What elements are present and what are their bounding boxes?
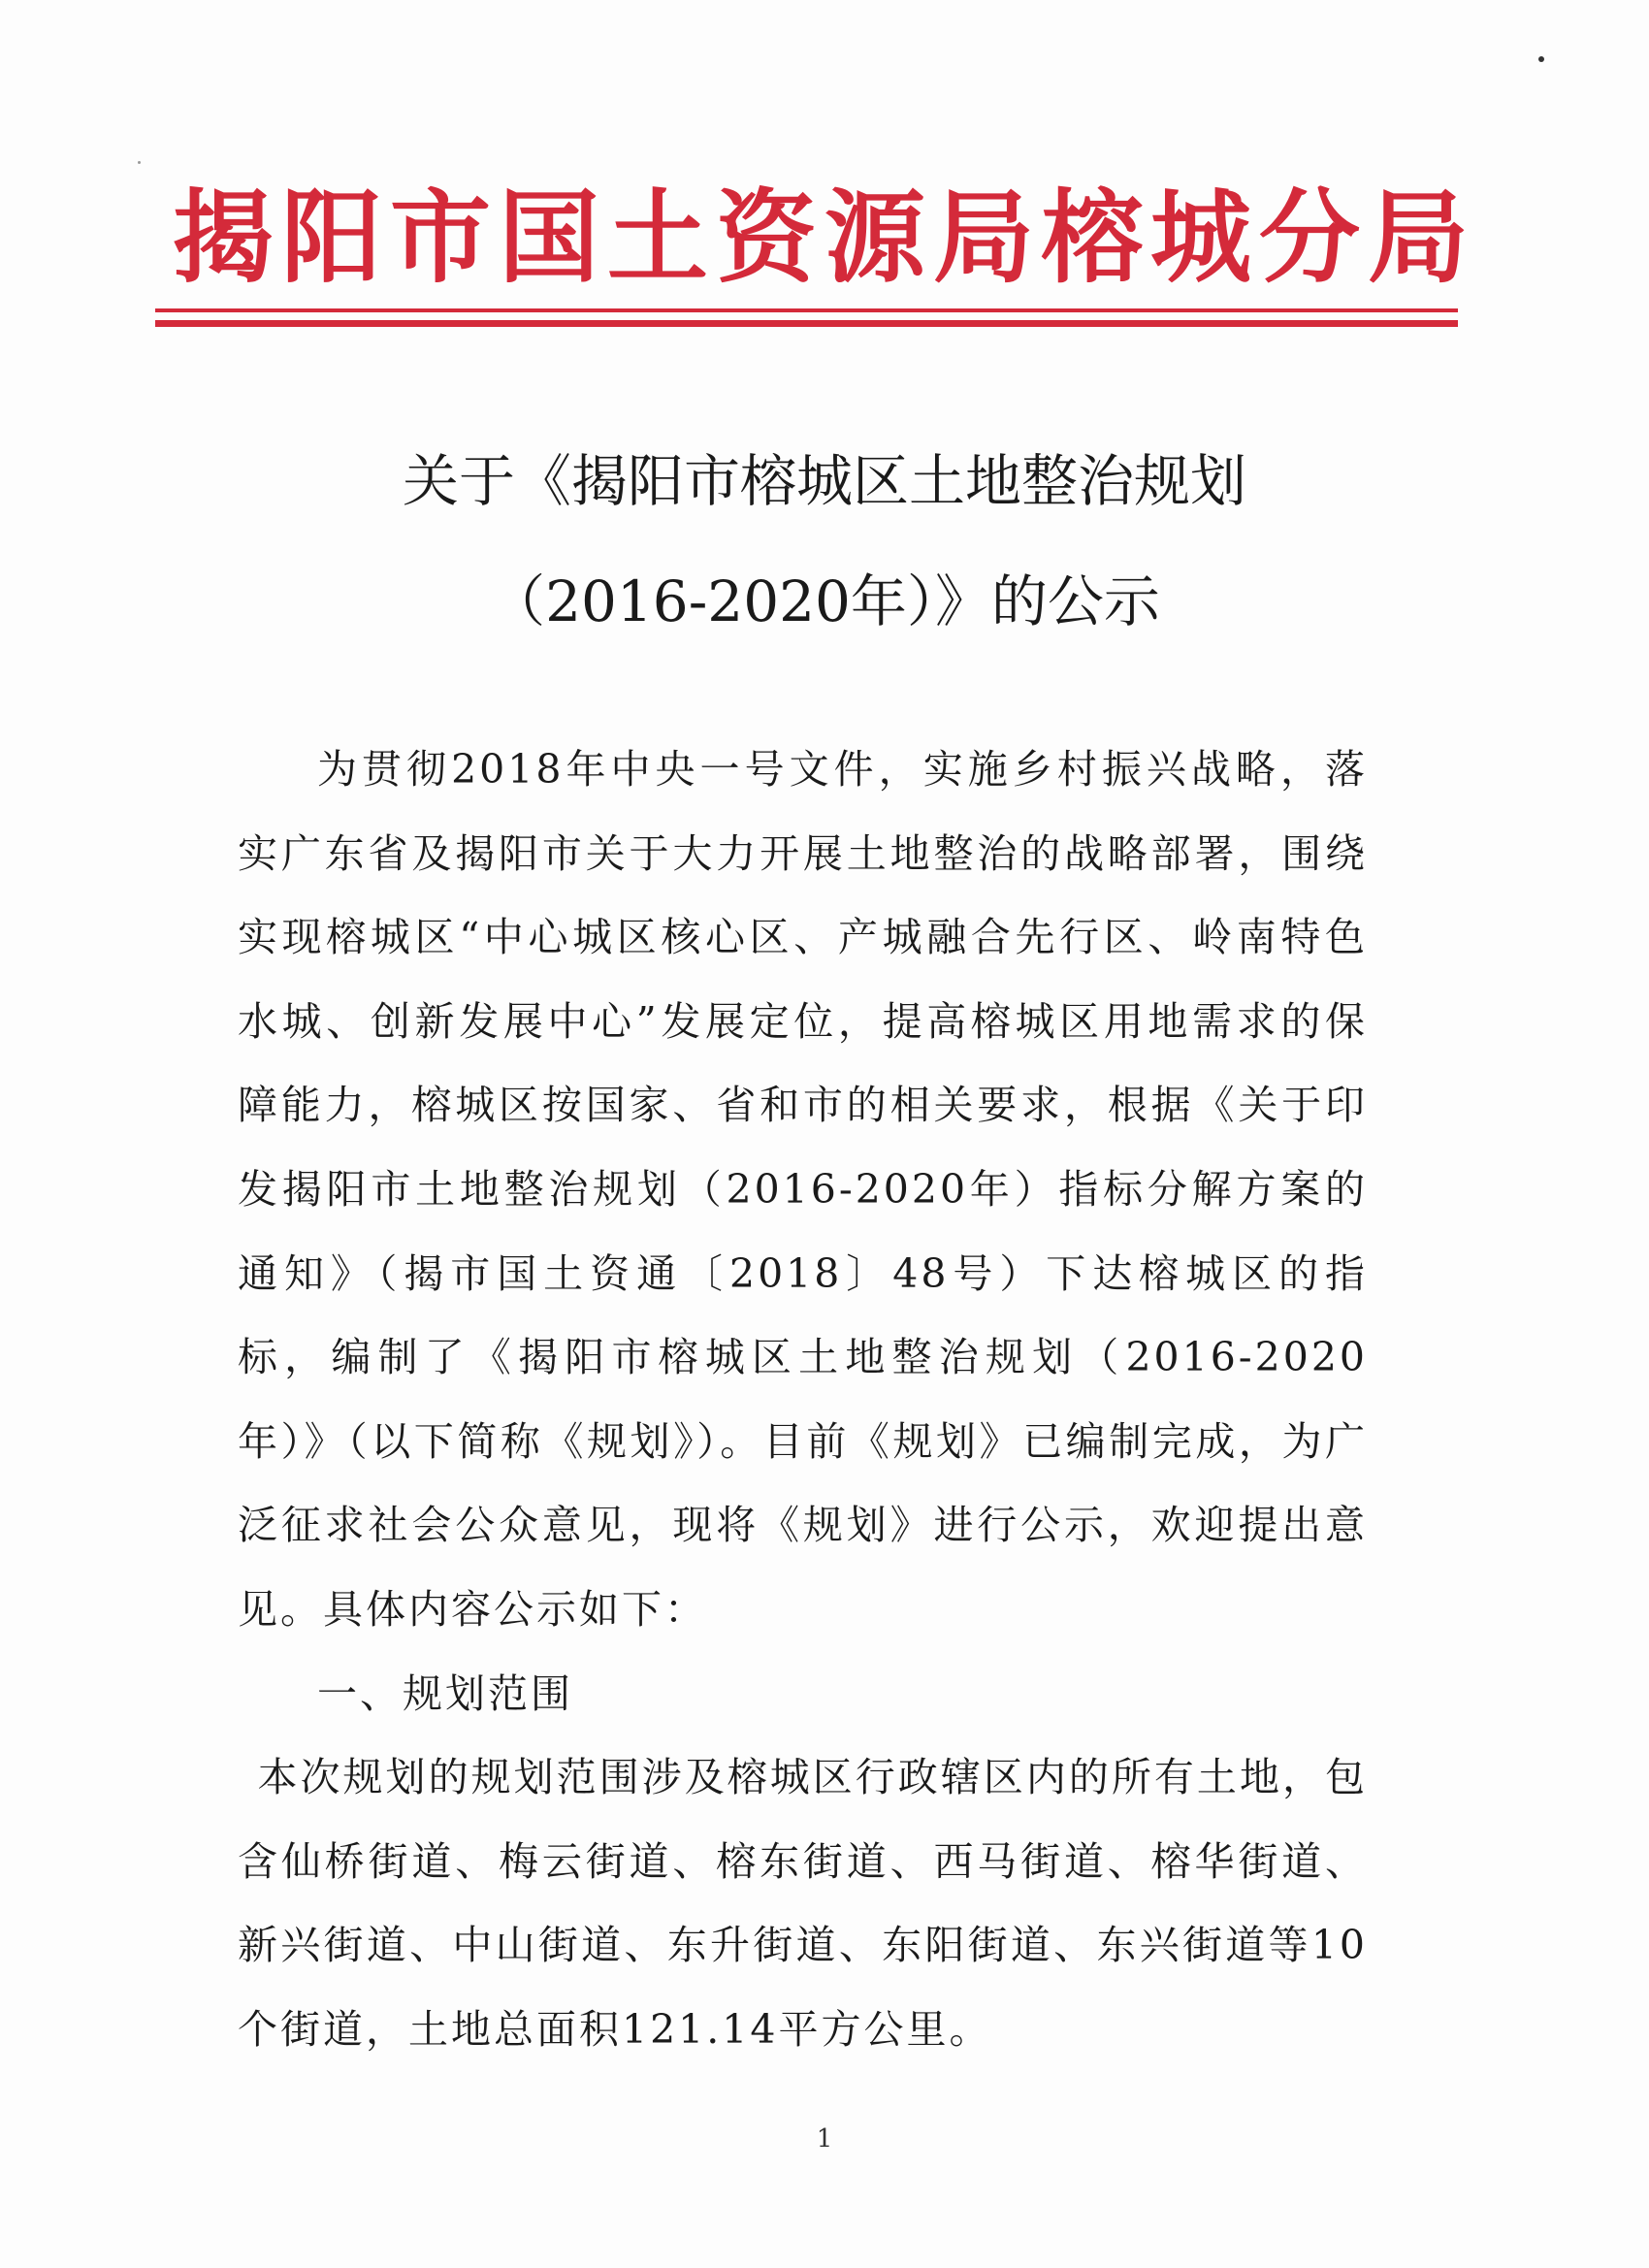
document-body bbox=[238, 728, 1368, 2072]
scan-speck bbox=[1538, 56, 1544, 62]
body-paragraph: 本次规划的规划范围涉及榕城区行政辖区内的所有土地，包含仙桥街道、梅云街道、榕东街道、西马街道、榕华街道、新兴街道、中山街道、东升街道、东阳街道、东兴街道等10个街道，土地总面积121.14平方公里。 bbox=[238, 1754, 1368, 2053]
letterhead-rule-thick bbox=[155, 320, 1458, 327]
section-heading: 一、规划范围 bbox=[317, 1669, 573, 1717]
scan-speck bbox=[138, 161, 141, 164]
document-title-line1: 关于《揭阳市榕城区土地整治规划 bbox=[402, 448, 1246, 514]
body-paragraph: 为贯彻2018年中央一号文件，实施乡村振兴战略，落实广东省及揭阳市关于大力开展土地整治的战略部署，围绕实现榕城区“中心城区核心区、产城融合先行区、岭南特色水城、创新发展中心”发展定位，提高榕城区用地需求的保障能力，榕城区按国家、省和市的相关要求，根据《关于印发揭阳市土地整治规划（2016-2020年）指标分解方案的通知》（揭市国土资通〔2018〕48号）下达榕城区的指标，编制了《揭阳市榕城区土地整治规划（2016-2020年）》（以下简称《规划》）。目前《规划》已编制完成，为广泛征求社会公众意见，现将《规划》进行公示，欢迎提出意见。具体内容公示如下： bbox=[238, 746, 1368, 1633]
letterhead-rule-thin bbox=[155, 308, 1458, 312]
document-title-line2: （2016-2020年）》的公示 bbox=[489, 568, 1160, 634]
letterhead-org-name: 揭阳市国土资源局榕城分局 bbox=[172, 178, 1476, 297]
page-number: 1 bbox=[816, 2124, 833, 2154]
